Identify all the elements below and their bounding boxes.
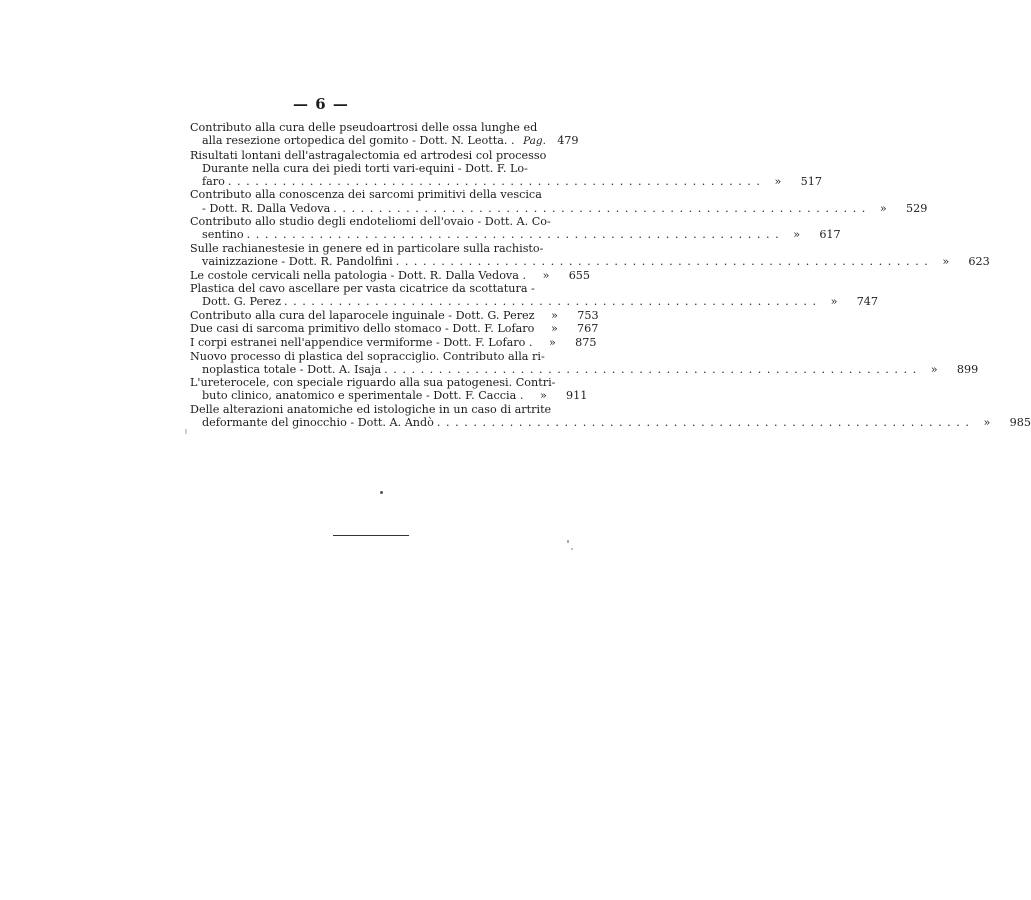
- toc-page-ref: [783, 228, 841, 241]
- dot-leader: [333, 202, 866, 215]
- toc-page-marker: »: [930, 362, 938, 376]
- toc-entry-text: Contributo alla conoscenza dei sarcomi primitivi della vescica: [190, 188, 542, 202]
- toc-entry-text: I corpi estranei nell'appendice vermiforme - Dott. F. Lofaro .: [190, 336, 533, 349]
- toc-page-marker: Pag.: [523, 135, 546, 148]
- toc-entry: [190, 376, 588, 403]
- toc-entry-line: [190, 254, 990, 268]
- toc-page-ref: [973, 416, 1031, 429]
- toc-page-marker: »: [879, 201, 887, 215]
- toc-entry: [190, 121, 579, 148]
- toc-entry-text: - Dott. R. Dalla Vedova: [202, 201, 331, 215]
- toc-entry-text: Sulle rachianestesie in genere ed in particolare sulla rachisto-: [190, 241, 544, 255]
- toc-entry-line: [190, 162, 560, 175]
- toc-page-number: 753: [577, 308, 599, 322]
- toc-page-marker: »: [549, 336, 556, 349]
- toc-entry-text: Due casi di sarcoma primitivo dello stomaco - Dott. F. Lofaro: [190, 322, 535, 336]
- toc-entry: [190, 215, 841, 242]
- toc-entry-line: [190, 322, 599, 336]
- toc-entry-line: [190, 228, 841, 242]
- dot-leader: [437, 416, 970, 429]
- toc-entry-text: alla resezione ortopedica del gomito - Dott. N. Leotta. .: [202, 134, 515, 148]
- toc-page-ref: [920, 363, 978, 376]
- toc-entry-line: [190, 149, 560, 162]
- toc-entry-line: [190, 242, 560, 255]
- margin-mark: [185, 429, 187, 434]
- toc-entry-text: noplastica totale - Dott. A. Isaja: [202, 362, 382, 376]
- toc-page-ref: [932, 255, 990, 268]
- toc-entry-line: [190, 336, 597, 349]
- toc-entry-line: [190, 134, 579, 148]
- toc-page-ref: [521, 134, 579, 148]
- toc-page-marker: »: [983, 416, 991, 430]
- toc-page-ref: [540, 322, 598, 335]
- toc-page-number: 747: [856, 295, 879, 309]
- toc-entry-line: [190, 188, 560, 201]
- toc-entry-text: Contributo alla cura del laparocele inguinale - Dott. G. Perez: [190, 308, 535, 322]
- toc-entry-text: L'ureterocele, con speciale riguardo alla sua patogenesi. Contri-: [190, 376, 556, 390]
- toc-page-number: 985: [1009, 416, 1031, 430]
- toc-page-ref: [820, 295, 878, 308]
- toc-entry-line: [190, 174, 822, 188]
- toc-page-marker: »: [551, 308, 558, 322]
- toc-entry-text: deformante del ginocchio - Dott. A. Andò: [202, 416, 434, 430]
- toc-page-number: 911: [566, 389, 588, 403]
- ink-speck: [567, 540, 569, 543]
- toc-entry: [190, 241, 990, 268]
- toc-entry: [190, 402, 1031, 430]
- toc-entry-line: [190, 201, 928, 215]
- table-of-contents: [190, 121, 1031, 430]
- toc-entry: [190, 268, 591, 282]
- toc-entry-text: Dott. G. Perez: [202, 295, 281, 309]
- toc-entry-text: Contributo alla cura delle pseudoartrosi delle ossa lunghe ed: [190, 121, 538, 134]
- toc-page-number: 899: [956, 362, 979, 376]
- ink-speck: [571, 548, 573, 550]
- toc-page-number: 655: [568, 268, 591, 282]
- toc-page-marker: »: [942, 254, 950, 268]
- toc-entry-line: [190, 350, 560, 363]
- dot-leader: [396, 255, 929, 268]
- toc-page-ref: [764, 175, 822, 188]
- toc-page-number: 623: [968, 254, 990, 268]
- toc-entry-text: Le costole cervicali nella patologia - Dott. R. Dalla Vedova .: [190, 268, 527, 282]
- toc-entry-text: Delle alterazioni anatomiche ed istologiche in un caso di artrite: [190, 402, 552, 416]
- toc-page-number: 529: [905, 201, 928, 215]
- toc-page-number: 617: [819, 228, 841, 242]
- dot-leader: [384, 363, 917, 376]
- toc-entry: [190, 308, 599, 322]
- toc-entry-text: Risultati lontani dell'astragalectomia ed artrodesi col processo: [190, 148, 547, 162]
- toc-entry-text: Plastica del cavo ascellare per vasta cicatrice da scottatura -: [190, 282, 535, 296]
- toc-page-marker: »: [774, 174, 782, 188]
- toc-page-marker: »: [830, 295, 838, 309]
- toc-entry-text: Nuovo processo di plastica del sopracciglio. Contributo alla ri-: [190, 349, 545, 363]
- toc-entry-line: [190, 295, 879, 309]
- toc-page-number: 517: [800, 174, 822, 188]
- toc-page-marker: »: [542, 268, 550, 282]
- toc-entry-text: buto clinico, anatomico e sperimentale - Dott. F. Caccia .: [202, 389, 524, 403]
- toc-entry: [190, 188, 928, 215]
- toc-entry-text: vainizzazione - Dott. R. Pandolfini: [202, 254, 393, 268]
- toc-page-marker: »: [539, 389, 547, 403]
- toc-page-marker: »: [550, 322, 558, 336]
- dot-leader: [284, 295, 817, 308]
- toc-entry-text: Contributo allo studio degli endoteliomi dell'ovaio - Dott. A. Co-: [190, 215, 551, 229]
- toc-entry-line: [190, 416, 1031, 430]
- dot-leader: [228, 175, 761, 188]
- toc-page-number: 767: [577, 322, 599, 336]
- toc-page-ref: [532, 269, 590, 282]
- toc-entry-line: [190, 215, 560, 228]
- toc-entry-line: [190, 308, 599, 322]
- toc-entry-line: [190, 403, 560, 416]
- dot-leader: [247, 228, 780, 241]
- toc-entry-line: [190, 268, 591, 282]
- divider-rule: [333, 535, 409, 536]
- toc-entry-line: [190, 376, 560, 389]
- toc-entry: [190, 349, 979, 376]
- toc-entry-line: [190, 121, 560, 134]
- toc-page-marker: »: [793, 228, 801, 242]
- toc-entry: [190, 336, 597, 349]
- toc-entry: [190, 322, 599, 336]
- toc-page-ref: [869, 202, 927, 215]
- toc-page-number: 479: [557, 134, 579, 148]
- toc-page-number: 875: [575, 336, 597, 349]
- toc-page-ref: [538, 336, 596, 349]
- page-number: — 6 —: [293, 95, 349, 113]
- toc-entry-text: faro: [202, 174, 225, 188]
- toc-entry-line: [190, 389, 588, 403]
- toc-entry: [190, 148, 822, 188]
- toc-entry-line: [190, 362, 979, 376]
- toc-entry-line: [190, 282, 560, 295]
- toc-entry-text: Durante nella cura dei piedi torti vari-equini - Dott. F. Lo-: [202, 161, 528, 175]
- toc-entry-text: sentino: [202, 228, 244, 242]
- toc-page-ref: [541, 309, 599, 322]
- toc-entry: [190, 282, 879, 309]
- toc-page-ref: [529, 389, 587, 402]
- ink-speck: [380, 491, 383, 494]
